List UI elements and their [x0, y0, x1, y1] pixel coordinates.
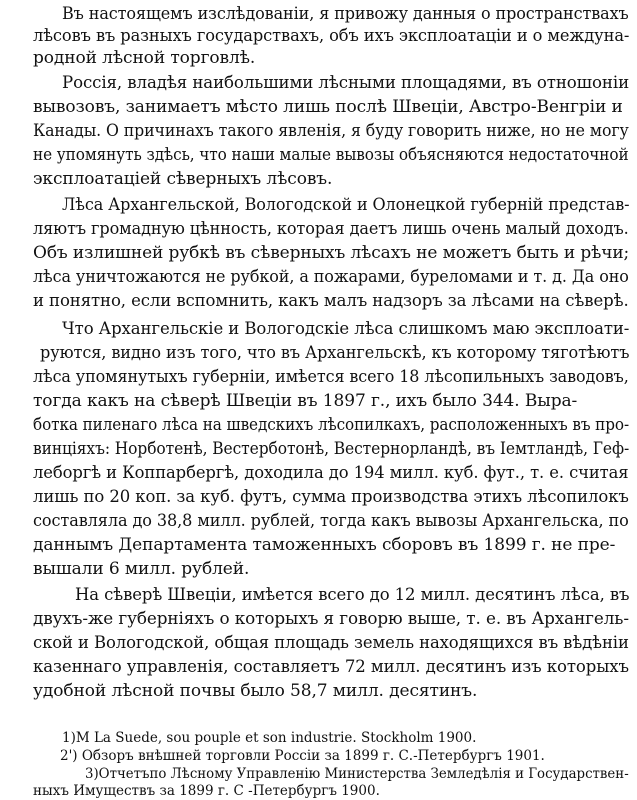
footnote-3: 3)Отчетъпо Лѣсному Управленію Министерства Земледѣлія и Государствен-	[85, 766, 629, 782]
text-line: двухъ-же губерніяхъ о которыхъ я говорю выше, т. е. въ Архангель-	[33, 609, 629, 629]
text-line: удобной лѣсной почвы было 58,7 милл. десятинъ.	[33, 681, 478, 701]
text-line: лѣсовъ въ разныхъ государствахъ, объ ихъ эксплоатаціи и о междуна-	[33, 26, 630, 46]
text-line: Лѣса Архангельской, Вологодской и Олонецкой губерній представ-	[62, 195, 630, 215]
text-line: лишь по 20 коп. за куб. футъ, сумма производства этихъ лѣсопилокъ	[33, 487, 629, 507]
text-line: родной лѣсной торговлѣ.	[33, 48, 256, 68]
footnote-2: 2') Обзоръ внѣшней торговли Россіи за 1899 г. С.-Петербургъ 1901.	[60, 748, 545, 764]
text-line: винціяхъ: Норботенѣ, Вестерботонѣ, Вестернорландѣ, въ Іемтландѣ, Геф-	[33, 439, 630, 459]
text-line: ской и Вологодской, общая площадь земель находящихся въ вѣдѣніи	[33, 633, 629, 653]
text-line: не упомянуть здѣсь, что наши малые вывозы объясняются недостаточной	[33, 145, 629, 165]
text-line: ляютъ громадную цѣнность, которая даетъ лишь очень малый доходъ.	[33, 219, 629, 239]
text-line: казеннаго управленія, составляетъ 72 милл. десятинъ изъ которыхъ	[33, 657, 629, 677]
text-line: На сѣверѣ Швеціи, имѣется всего до 12 милл. десятинъ лѣса, въ	[75, 585, 630, 605]
text-line: ботка пиленаго лѣса на шведскихъ лѣсопилкахъ, расположенныхъ въ про-	[33, 415, 630, 435]
text-line: Въ настоящемъ изслѣдованіи, я привожу данныя о пространствахъ	[62, 4, 629, 24]
text-line: леборгѣ и Коппарбергѣ, доходила до 194 милл. куб. фут., т. е. считая	[33, 463, 629, 483]
text-line: руются, видно изъ того, что въ Архангельскѣ, къ которому тяготѣютъ	[40, 343, 630, 363]
text-line: Россія, владѣя наибольшими лѣсными площадями, въ отношоніи	[62, 73, 630, 93]
text-line: Что Архангельскіе и Вологодскіе лѣса слишкомъ маю эксплоати-	[62, 319, 630, 339]
text-line: эксплоатаціей сѣверныхъ лѣсовъ.	[33, 169, 333, 189]
text-line: вывозовъ, занимаетъ мѣсто лишь послѣ Швеціи, Австро-Венгріи и	[33, 97, 623, 117]
footnote-1: 1)M La Suede, sou pouple et son industrie. Stockholm 1900.	[62, 730, 477, 746]
text-line: даннымъ Департамента таможенныхъ сборовъ въ 1899 г. не пре-	[33, 535, 616, 555]
text-line: лѣса упомянутыхъ губерніи, имѣется всего 18 лѣсопильныхъ заводовъ,	[33, 367, 629, 387]
text-line: Канады. О причинахъ такого явленія, я буду говорить ниже, но не могу	[33, 121, 629, 141]
text-line: Объ излишней рубкѣ въ сѣверныхъ лѣсахъ не можетъ быть и рѣчи;	[33, 243, 630, 263]
footnote-3-continued: ныхъ Имуществъ за 1899 г. С -Петербургъ 1900.	[33, 783, 380, 799]
text-line: лѣса уничтожаются не рубкой, а пожарами, буреломами и т. д. Да оно	[33, 267, 629, 287]
text-line: составляла до 38,8 милл. рублей, тогда какъ вывозы Архангельска, по	[33, 511, 629, 531]
text-line: тогда какъ на сѣверѣ Швеціи въ 1897 г., ихъ было 344. Выра-	[33, 391, 578, 411]
text-line: вышали 6 милл. рублей.	[33, 559, 250, 579]
text-line: и понятно, если вспомнить, какъ малъ надзоръ за лѣсами на сѣверѣ.	[33, 291, 629, 311]
